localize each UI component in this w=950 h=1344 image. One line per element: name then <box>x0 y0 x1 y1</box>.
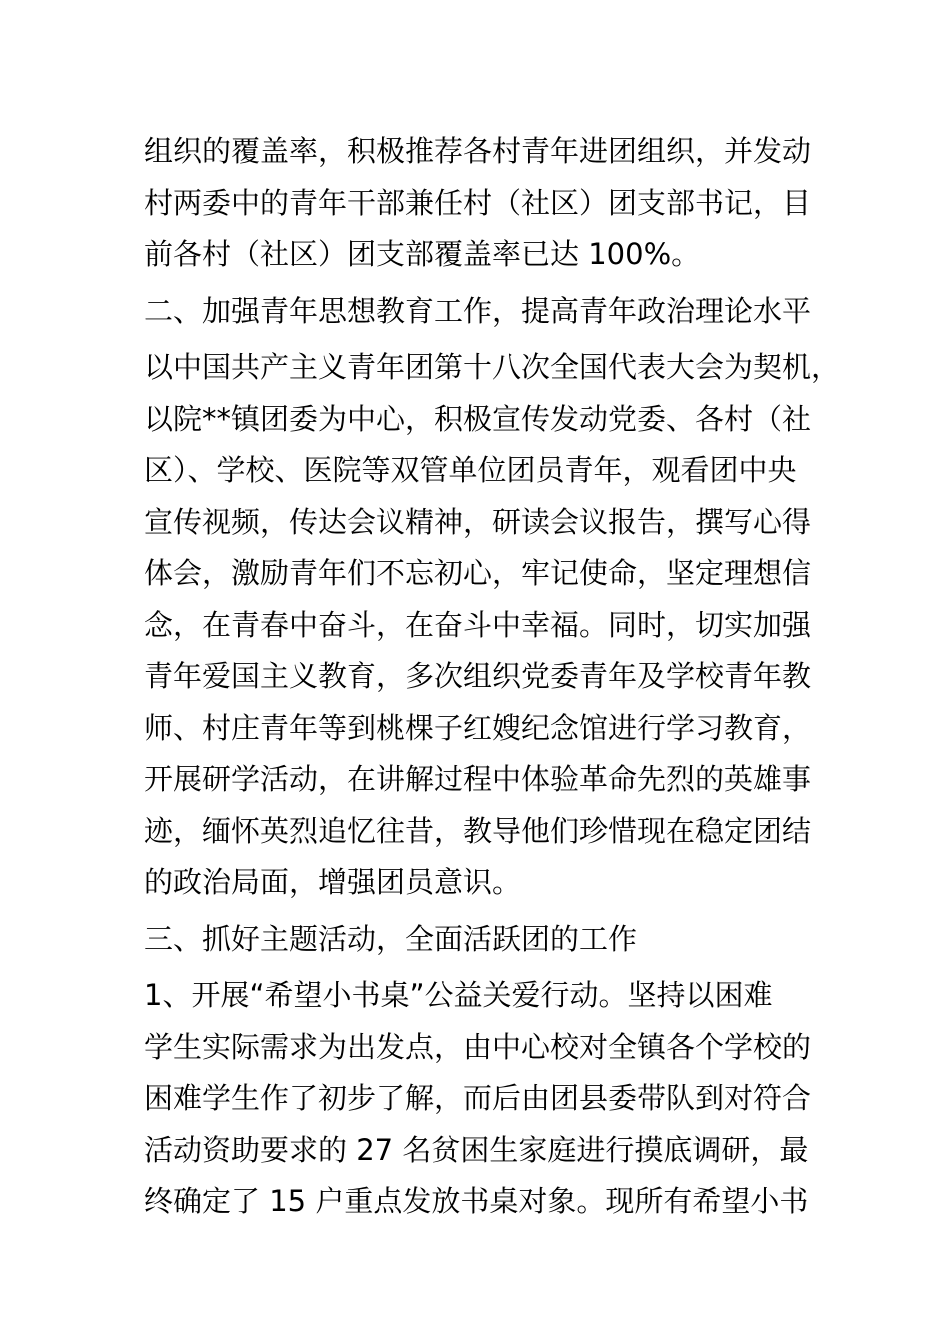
text-line: 区）、学校、医院等双管单位团员青年，观看团中央 <box>144 453 797 487</box>
text-line: 村两委中的青年干部兼任村（社区）团支部书记，目 <box>144 185 812 220</box>
section-heading-3: 三、抓好主题活动，全面活跃团的工作 <box>144 921 638 956</box>
text-line: 1、开展“希望小书桌”公益关爱行动。坚持以困难 <box>144 978 773 1012</box>
text-line: 的政治局面，增强团员意识。 <box>144 865 522 899</box>
text-line: 困难学生作了初步了解，而后由团县委带队到对符合 <box>144 1081 812 1115</box>
text-line: 组织的覆盖率，积极推荐各村青年进团组织，并发动 <box>144 134 812 168</box>
text-line: 迹，缅怀英烈追忆往昔，教导他们珍惜现在稳定团结 <box>144 813 812 848</box>
text-line: 以中国共产主义青年团第十八次全国代表大会为契机， <box>144 350 841 384</box>
text-line: 青年爱国主义教育，多次组织党委青年及学校青年教 <box>144 659 812 693</box>
text-line: 以院**镇团委为中心，积极宣传发动党委、各村（社 <box>144 401 812 436</box>
text-line: 终确定了 15 户重点发放书桌对象。现所有希望小书 <box>144 1184 809 1218</box>
text-line: 学生实际需求为出发点，由中心校对全镇各个学校的 <box>144 1029 812 1064</box>
text-line: 师、村庄青年等到桃棵子红嫂纪念馆进行学习教育， <box>144 710 812 745</box>
text-line: 开展研学活动，在讲解过程中体验革命先烈的英雄事 <box>144 762 812 796</box>
text-line: 宣传视频，传达会议精神，研读会议报告，撰写心得 <box>144 504 812 539</box>
text-line: 体会，激励青年们不忘初心，牢记使命，坚定理想信 <box>144 556 812 590</box>
text-line: 念，在青春中奋斗，在奋斗中幸福。同时，切实加强 <box>144 607 812 642</box>
text-line: 前各村（社区）团支部覆盖率已达 100%。 <box>144 237 701 271</box>
document-body <box>144 126 841 1228</box>
section-heading-2: 二、加强青年思想教育工作，提高青年政治理论水平 <box>144 293 812 328</box>
text-line: 活动资助要求的 27 名贫困生家庭进行摸底调研，最 <box>144 1132 809 1167</box>
